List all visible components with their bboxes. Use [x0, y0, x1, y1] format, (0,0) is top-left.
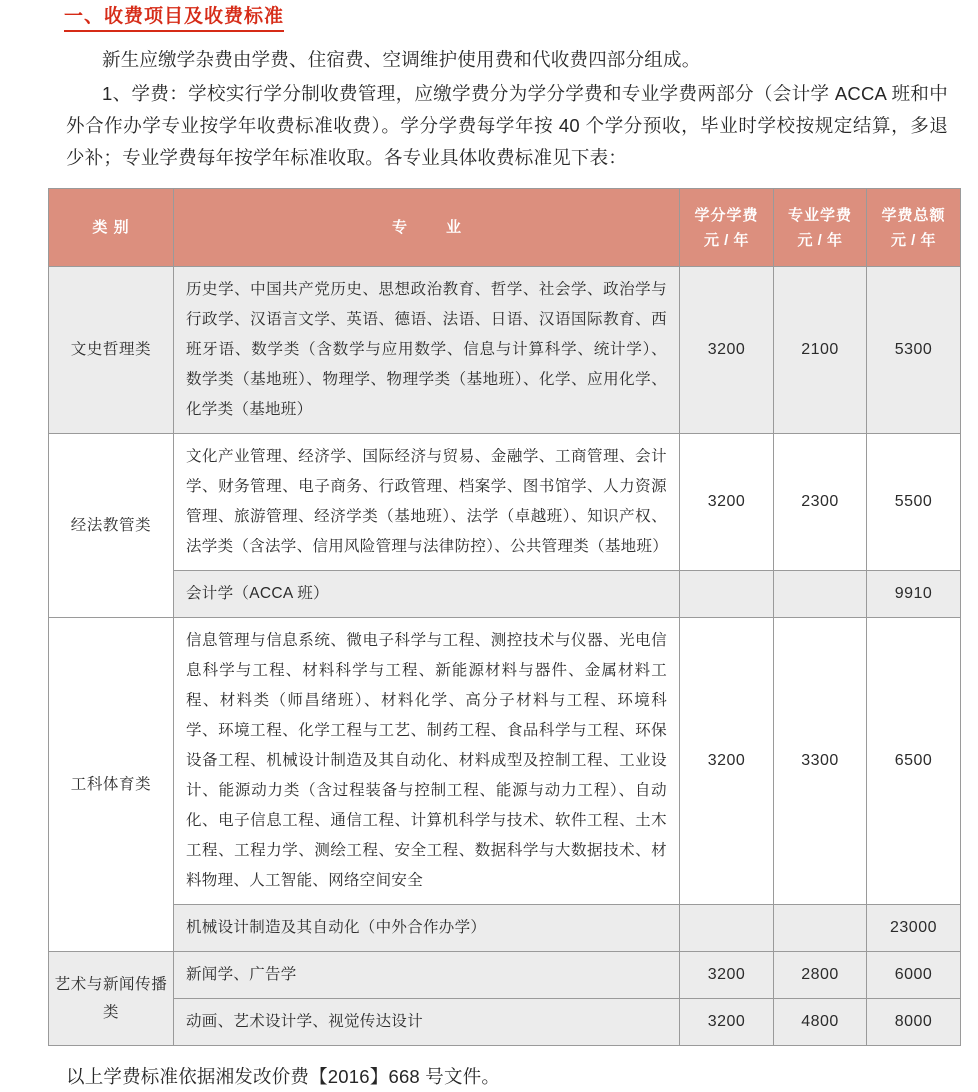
- table-row: [49, 571, 961, 618]
- total-fee-cell: 8000: [867, 999, 961, 1046]
- category-cell: 经法教管类: [49, 434, 174, 618]
- th-credit-fee-unit: 元 / 年: [703, 231, 749, 249]
- tuition-fee-table: [48, 188, 961, 1046]
- total-fee-cell: 5300: [867, 267, 961, 434]
- credit-fee-cell: [680, 571, 774, 618]
- th-total-fee-label: 学费总额: [881, 206, 946, 224]
- total-fee-cell: 5500: [867, 434, 961, 571]
- major-fee-cell: [774, 905, 867, 952]
- table-row: [49, 952, 961, 999]
- th-credit-fee: [680, 189, 774, 267]
- major-cell: 信息管理与信息系统、微电子科学与工程、测控技术与仪器、光电信息科学与工程、材料科学与工程、新能源材料与器件、金属材料工程、材料类（师昌绪班）、材料化学、高分子材料与工程、环境科学、环境工程、化学工程与工艺、制药工程、食品科学与工程、环保设备工程、机械设计制造及其自动化、材料成型及控制工程、工业设计、能源动力类（含过程装备与控制工程、能源与动力工程）、自动化、电子信息工程、通信工程、计算机科学与技术、软件工程、土木工程、工程力学、测绘工程、安全工程、数据科学与大数据技术、材料物理、人工智能、网络空间安全: [174, 618, 680, 905]
- table-row: [49, 905, 961, 952]
- th-major-fee: [774, 189, 867, 267]
- page-title: 一、收费项目及收费标准: [64, 6, 284, 32]
- major-cell: 文化产业管理、经济学、国际经济与贸易、金融学、工商管理、会计学、财务管理、电子商务、行政管理、档案学、图书馆学、人力资源管理、旅游管理、经济学类（基地班）、法学（卓越班）、知识产权、法学类（含法学、信用风险管理与法律防控）、公共管理类（基地班）: [174, 434, 680, 571]
- table-row: [49, 267, 961, 434]
- th-category: 类 别: [49, 189, 174, 267]
- major-cell: 机械设计制造及其自动化（中外合作办学）: [174, 905, 680, 952]
- total-fee-cell: 9910: [867, 571, 961, 618]
- credit-fee-cell: [680, 905, 774, 952]
- th-major-fee-unit: 元 / 年: [797, 231, 843, 249]
- intro-paragraphs: [18, 44, 960, 174]
- category-cell: 文史哲理类: [49, 267, 174, 434]
- fee-table-container: [18, 188, 960, 1046]
- section-heading: [18, 4, 960, 34]
- credit-fee-cell: 3200: [680, 618, 774, 905]
- major-fee-cell: 2300: [774, 434, 867, 571]
- paragraph-intro: 新生应缴学杂费由学费、住宿费、空调维护使用费和代收费四部分组成。: [102, 49, 701, 70]
- table-row: [49, 618, 961, 905]
- total-fee-cell: 6000: [867, 952, 961, 999]
- major-fee-cell: [774, 571, 867, 618]
- major-cell: 会计学（ACCA 班）: [174, 571, 680, 618]
- th-major: 专 业: [174, 189, 680, 267]
- th-total-fee: [867, 189, 961, 267]
- table-body: [49, 267, 961, 1046]
- table-row: [49, 434, 961, 571]
- major-cell: 动画、艺术设计学、视觉传达设计: [174, 999, 680, 1046]
- total-fee-cell: 23000: [867, 905, 961, 952]
- credit-fee-cell: 3200: [680, 267, 774, 434]
- credit-fee-cell: 3200: [680, 434, 774, 571]
- total-fee-cell: 6500: [867, 618, 961, 905]
- table-header-row: [49, 189, 961, 267]
- major-cell: 新闻学、广告学: [174, 952, 680, 999]
- table-row: [49, 999, 961, 1046]
- document-page: [0, 4, 978, 1087]
- major-cell: 历史学、中国共产党历史、思想政治教育、哲学、社会学、政治学与行政学、汉语言文学、英语、德语、法语、日语、汉语国际教育、西班牙语、数学类（含数学与应用数学、信息与计算科学、统计学）、数学类（基地班）、物理学、物理学类（基地班）、化学、应用化学、化学类（基地班）: [174, 267, 680, 434]
- footer-note: 以上学费标准依据湘发改价费【2016】668 号文件。: [66, 1066, 501, 1087]
- credit-fee-cell: 3200: [680, 999, 774, 1046]
- category-cell: 艺术与新闻传播类: [49, 952, 174, 1046]
- major-fee-cell: 3300: [774, 618, 867, 905]
- paragraph-tuition-rules: 1、学费：学校实行学分制收费管理，应缴学费分为学分学费和专业学费两部分（会计学 ACCA 班和中外合作办学专业按学年收费标准收费）。学分学费每学年按 40 个学分预收，毕业时学校按规定结算，多退少补；专业学费每年按学年标准收取。各专业具体收费标准见下表：: [66, 83, 948, 168]
- th-total-fee-unit: 元 / 年: [890, 231, 936, 249]
- th-credit-fee-label: 学分学费: [694, 206, 759, 224]
- credit-fee-cell: 3200: [680, 952, 774, 999]
- table-header: [49, 189, 961, 267]
- major-fee-cell: 2100: [774, 267, 867, 434]
- major-fee-cell: 2800: [774, 952, 867, 999]
- major-fee-cell: 4800: [774, 999, 867, 1046]
- category-cell: 工科体育类: [49, 618, 174, 952]
- th-major-fee-label: 专业学费: [787, 206, 852, 224]
